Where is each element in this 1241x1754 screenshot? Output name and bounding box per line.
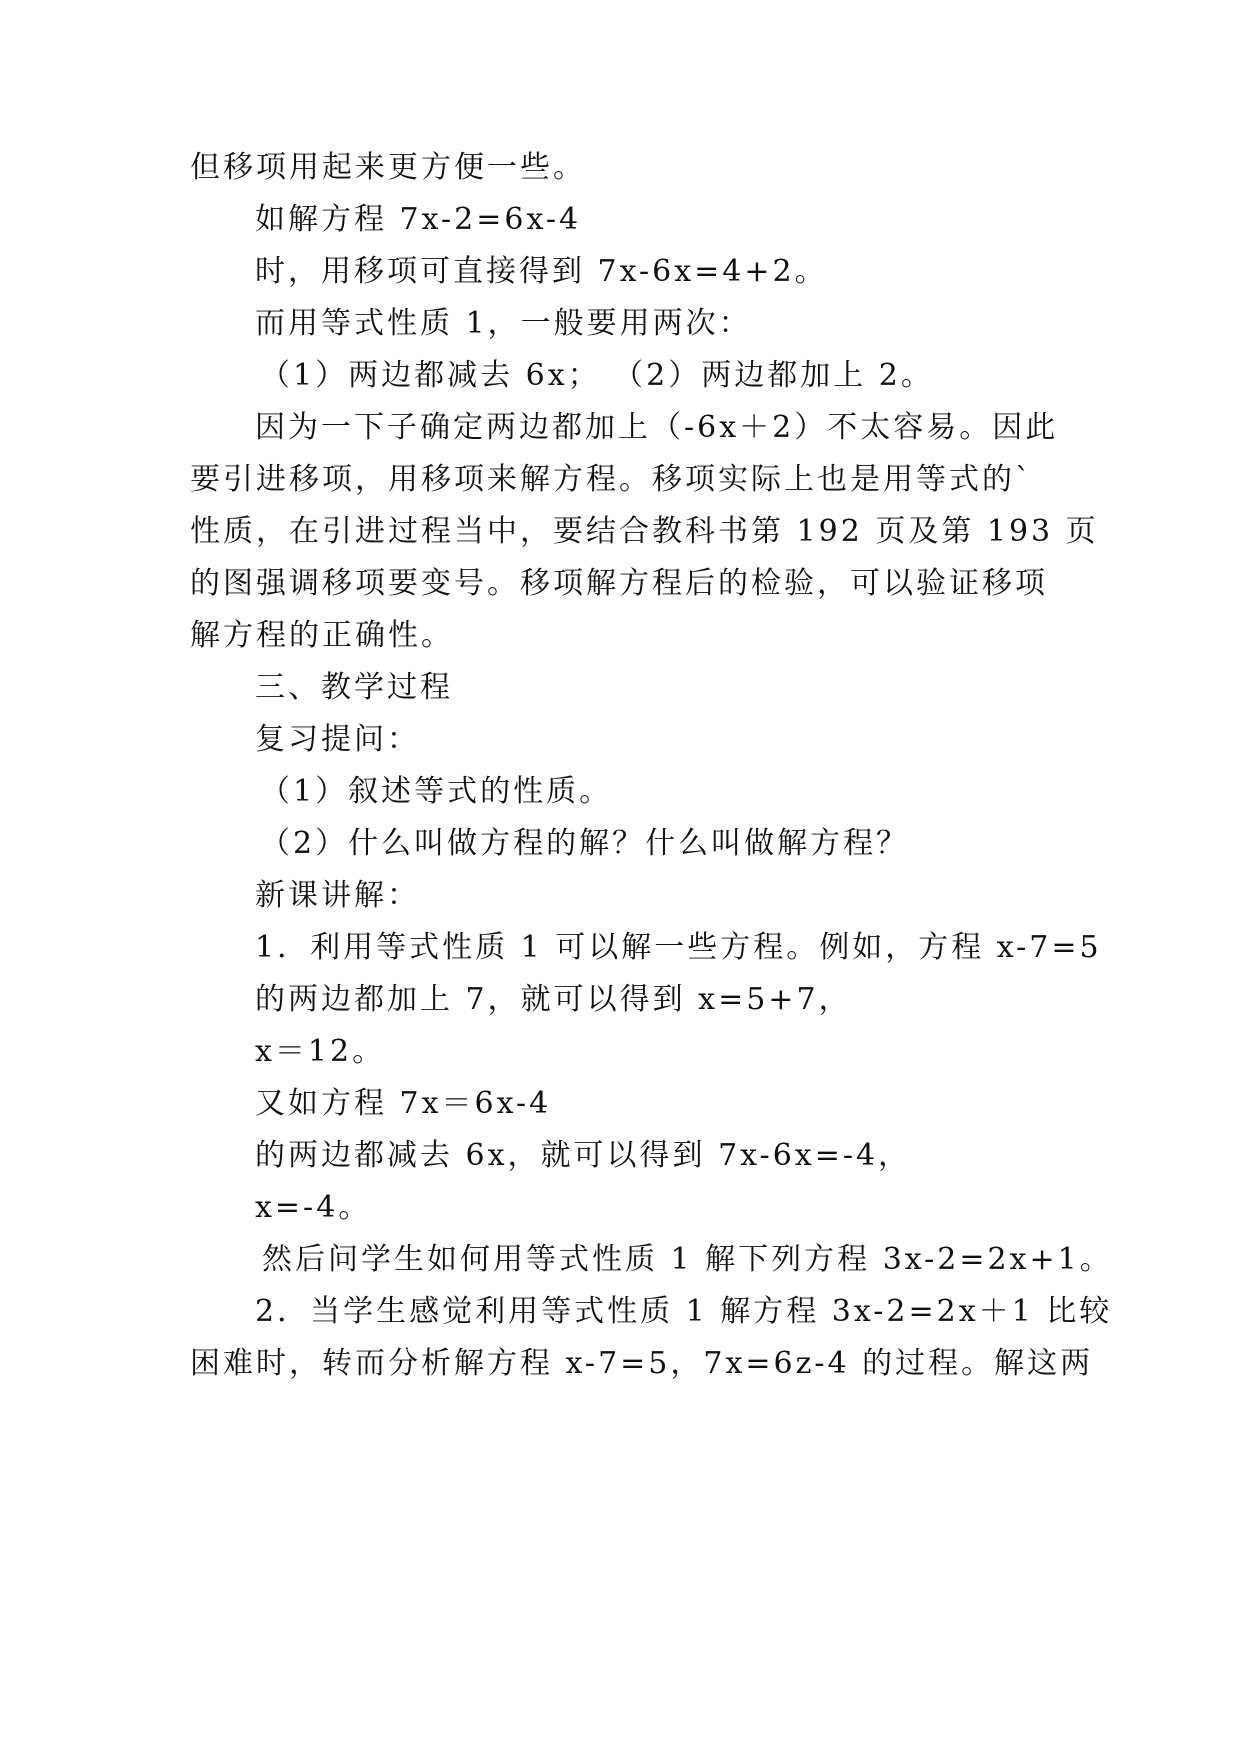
text-line: 复习提问： <box>255 722 420 757</box>
text-line: 性质，在引进过程当中，要结合教科书第 192 页及第 193 页 <box>190 514 1099 549</box>
text-line: 1．利用等式性质 1 可以解一些方程。例如，方程 x-7=5 <box>255 930 1102 965</box>
text-line: 然后问学生如何用等式性质 1 解下列方程 3x-2=2x+1。 <box>262 1242 1113 1277</box>
text-line: 又如方程 7x＝6x-4 <box>255 1086 552 1121</box>
text-line: 新课讲解： <box>255 878 420 913</box>
text-line: （1）两边都减去 6x； （2）两边都加上 2。 <box>260 358 934 393</box>
text-line: 时，用移项可直接得到 7x-6x=4+2。 <box>255 254 828 289</box>
text-line: 的图强调移项要变号。移项解方程后的检验，可以验证移项 <box>190 566 1048 601</box>
text-line: 解方程的正确性。 <box>190 618 454 653</box>
text-line: 的两边都加上 7，就可以得到 x=5+7， <box>255 982 852 1017</box>
text-line: 而用等式性质 1，一般要用两次： <box>255 306 752 341</box>
text-line: 的两边都减去 6x，就可以得到 7x-6x=-4， <box>255 1138 912 1173</box>
text-line: 要引进移项，用移项来解方程。移项实际上也是用等式的` <box>190 462 1033 497</box>
text-line: 2．当学生感觉利用等式性质 1 解方程 3x-2=2x＋1 比较 <box>255 1294 1113 1329</box>
text-line: 如解方程 7x-2=6x-4 <box>255 202 582 237</box>
text-line: （1）叙述等式的性质。 <box>260 774 613 809</box>
text-line: x=-4。 <box>255 1190 372 1225</box>
text-line: x＝12。 <box>255 1034 386 1069</box>
text-line: 困难时，转而分析解方程 x-7=5，7x=6z-4 的过程。解这两 <box>190 1346 1094 1381</box>
section-heading: 三、教学过程 <box>255 670 453 705</box>
text-line: （2）什么叫做方程的解？什么叫做解方程？ <box>260 826 910 861</box>
text-line: 但移项用起来更方便一些。 <box>190 150 586 185</box>
text-line: 因为一下子确定两边都加上（-6x＋2）不太容易。因此 <box>255 410 1059 445</box>
